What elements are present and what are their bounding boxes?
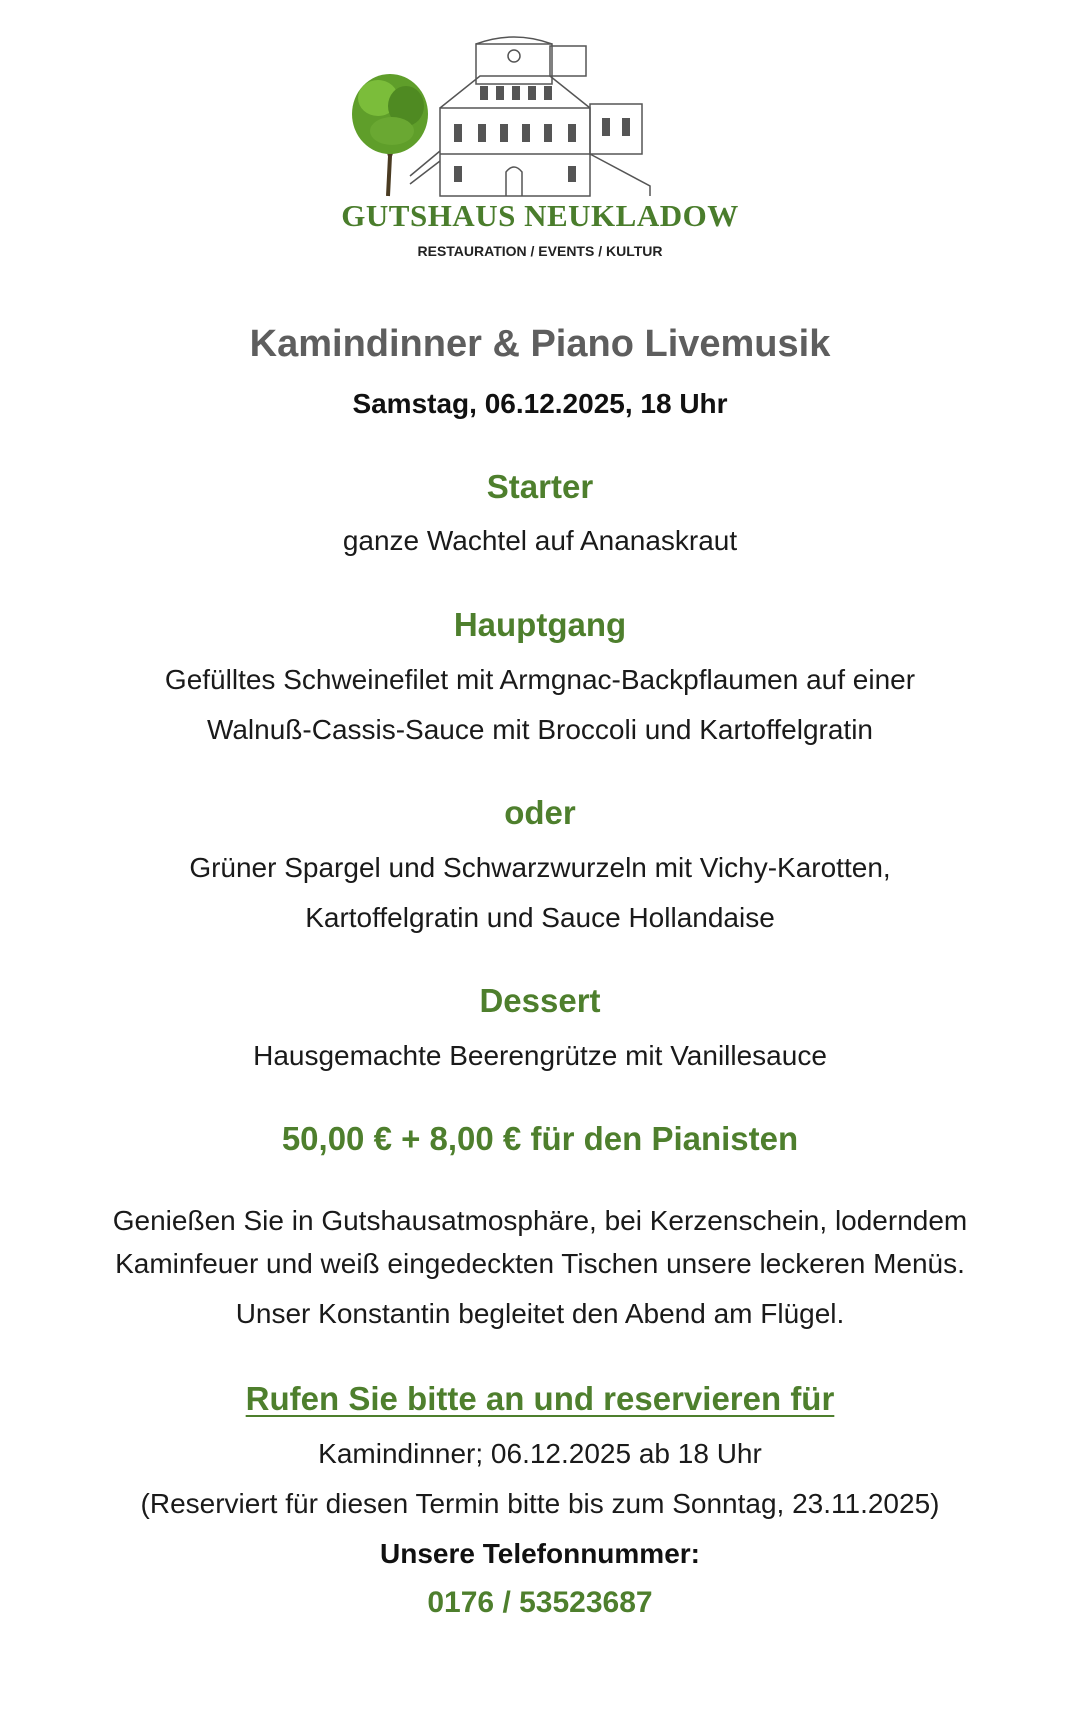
dessert-text: Hausgemachte Beerengrütze mit Vanillesauce [253,1040,827,1071]
reservation-call-to-action: Rufen Sie bitte an und reservieren für [245,1380,835,1417]
main-course-line-2: Walnuß-Cassis-Sauce mit Broccoli und Kartoffelgratin [206,714,874,745]
dessert-heading: Dessert [479,982,601,1019]
starter-heading: Starter [486,468,594,505]
phone-number[interactable]: 0176 / 53523687 [427,1586,653,1619]
description-line-3: Unser Konstantin begleitet den Abend am Flügel. [235,1298,845,1329]
event-title: Kamindinner & Piano Livemusik [249,323,831,365]
brand-name: GUTSHAUS NEUKLADOW [341,198,739,233]
or-heading: oder [504,794,576,831]
price: 50,00 € + 8,00 € für den Pianisten [281,1120,799,1157]
starter-text: ganze Wachtel auf Ananaskraut [342,525,738,556]
reservation-line-1: Kamindinner; 06.12.2025 ab 18 Uhr [318,1438,762,1469]
alternative-line-1: Grüner Spargel und Schwarzwurzeln mit Vichy-Karotten, [189,852,891,883]
description-line-1: Genießen Sie in Gutshausatmosphäre, bei Kerzenschein, loderndem [112,1205,968,1236]
main-course-line-1: Gefülltes Schweinefilet mit Armgnac-Backpflaumen auf einer [164,664,916,695]
event-date: Samstag, 06.12.2025, 18 Uhr [352,388,728,419]
reservation-line-2: (Reserviert für diesen Termin bitte bis zum Sonntag, 23.11.2025) [140,1488,940,1519]
phone-label: Unsere Telefonnummer: [380,1538,700,1569]
description-line-2: Kaminfeuer und weiß eingedeckten Tischen unsere leckeren Menüs. [115,1248,965,1279]
alternative-line-2: Kartoffelgratin und Sauce Hollandaise [305,902,775,933]
main-course-heading: Hauptgang [453,606,627,643]
manor-house-logo-icon [350,36,690,198]
brand-tagline: RESTAURATION / EVENTS / KULTUR [417,243,663,259]
